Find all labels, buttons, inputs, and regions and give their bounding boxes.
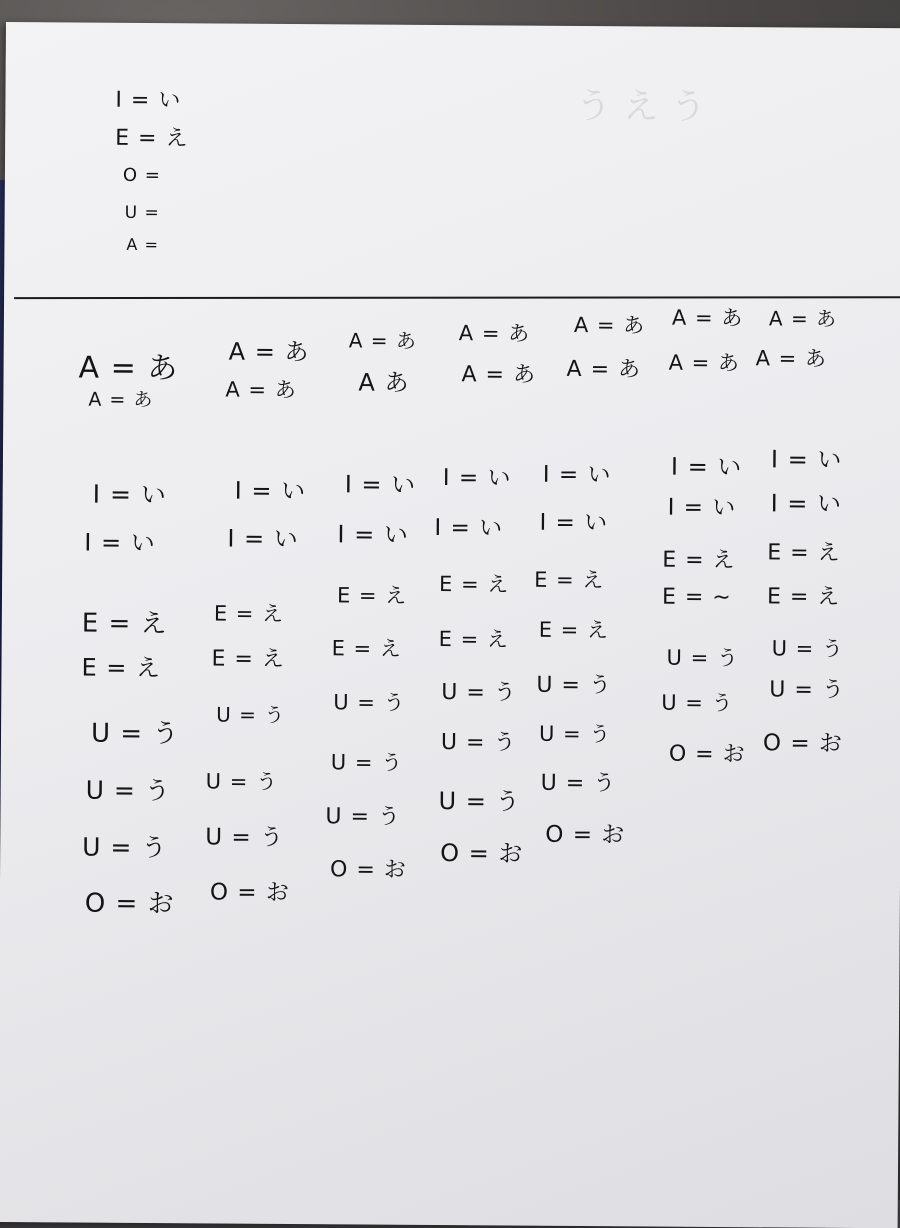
practice-entry: I = い [344, 470, 417, 499]
paper-sheet [0, 22, 900, 1228]
practice-entry: U = う [330, 750, 404, 775]
practice-entry: U = う [205, 769, 279, 794]
practice-entry: A = あ [458, 321, 531, 346]
practice-entry: E = え [81, 653, 162, 683]
practice-entry: U = う [538, 721, 612, 747]
practice-entry: I = い [92, 479, 168, 510]
practice-entry: A あ [358, 368, 410, 397]
practice-entry: U = う [769, 677, 845, 703]
practice-entry: I = い [434, 515, 504, 542]
practice-entry: U = う [438, 787, 521, 816]
top-line-u: U = [124, 202, 160, 224]
top-line-e: E = え [115, 125, 189, 152]
practice-entry: I = い [227, 524, 299, 554]
practice-entry: U = う [216, 702, 286, 727]
practice-entry: E = え [213, 601, 285, 626]
practice-entry: A = あ [671, 305, 744, 331]
practice-entry: I = い [770, 445, 843, 474]
practice-entry: I = い [84, 528, 156, 558]
top-line-a: A = [126, 234, 159, 255]
practice-entry: E = え [766, 584, 841, 610]
practice-entry: E = え [439, 572, 510, 597]
practice-entry: O = お [209, 879, 291, 907]
practice-entry: O = お [84, 888, 175, 920]
bleed-through-marks: う え う [575, 85, 707, 128]
practice-entry: I = い [539, 509, 609, 537]
practice-entry: O = お [668, 741, 746, 768]
practice-entry: U = う [666, 645, 739, 671]
practice-entry: O = お [762, 730, 844, 757]
practice-entry: U = う [325, 804, 402, 830]
practice-entry: I = い [670, 452, 743, 482]
divider-line [14, 296, 900, 299]
practice-entry: U = う [85, 775, 171, 806]
top-line-i: I = い [115, 87, 182, 114]
practice-entry: E = え [662, 547, 736, 574]
practice-entry: E = ~ [661, 584, 732, 611]
practice-entry: A = あ [668, 350, 741, 376]
practice-entry: E = え [81, 608, 168, 640]
practice-entry: A = あ [573, 312, 646, 338]
practice-entry: I = い [234, 476, 307, 506]
practice-entry: O = お [330, 857, 407, 883]
practice-entry: I = い [770, 489, 843, 518]
practice-entry: U = う [82, 832, 168, 863]
practice-entry: A = あ [78, 350, 179, 387]
practice-entry: A = あ [88, 388, 154, 412]
practice-entry: A = あ [461, 362, 537, 388]
practice-entry: E = え [211, 646, 285, 672]
practice-entry: U = う [441, 680, 517, 706]
top-line-o: O = [122, 164, 161, 187]
practice-entry: O = お [440, 839, 524, 868]
practice-entry: E = え [336, 583, 408, 608]
practice-entry: I = い [542, 461, 612, 489]
practice-entry: E = え [331, 636, 402, 661]
practice-entry: E = え [538, 617, 610, 643]
practice-entry: I = い [667, 494, 737, 522]
practice-entry: A = あ [566, 356, 642, 383]
practice-entry: O = お [545, 821, 626, 849]
practice-entry: A = あ [228, 337, 310, 367]
practice-entry: U = う [333, 690, 406, 715]
practice-entry: I = い [337, 520, 409, 549]
practice-entry: A = あ [225, 377, 297, 403]
practice-entry: U = う [90, 718, 180, 750]
practice-entry: A = あ [768, 306, 838, 331]
practice-entry: A = あ [755, 346, 828, 371]
practice-entry: U = う [771, 636, 845, 661]
practice-entry: E = え [534, 567, 605, 593]
practice-entry: I = い [442, 465, 512, 492]
practice-entry: E = え [767, 540, 841, 566]
practice-entry: E = え [438, 627, 510, 652]
practice-entry: U = う [205, 824, 285, 851]
practice-entry: U = う [661, 690, 734, 716]
practice-entry: U = う [440, 730, 517, 756]
practice-entry: U = う [540, 770, 617, 797]
practice-entry: A = あ [348, 328, 418, 353]
practice-entry: U = う [536, 672, 612, 699]
